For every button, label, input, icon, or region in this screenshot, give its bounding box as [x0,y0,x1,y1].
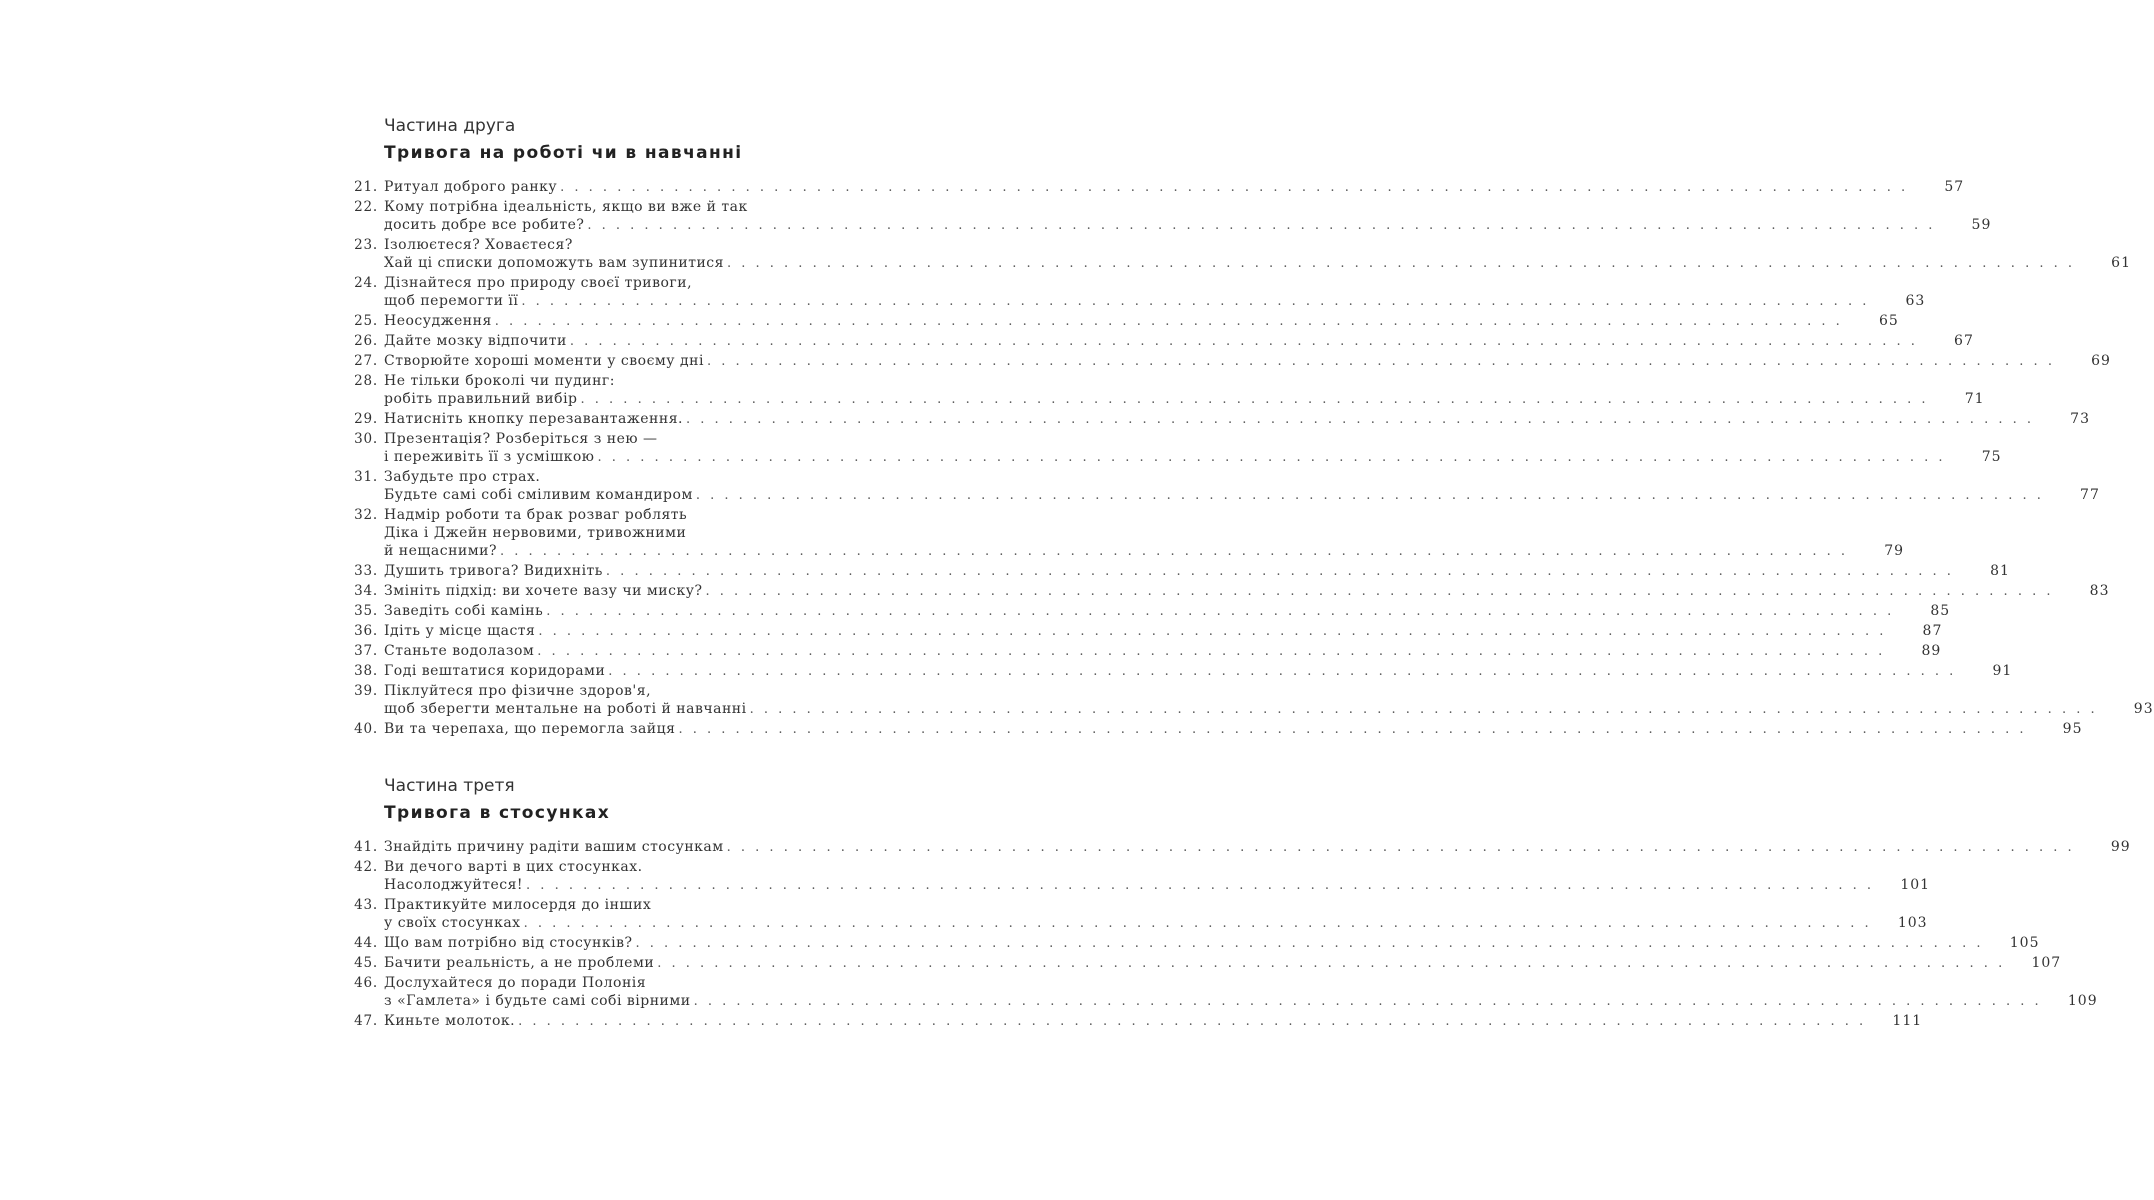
toc-entry[interactable] [346,372,1985,409]
entry-title [384,896,1928,933]
entry-title-line [384,390,1985,409]
entry-title-text: Будьте самі собі сміливим командиром [384,487,693,503]
entry-title [384,178,1964,197]
toc-entry[interactable] [346,178,1965,197]
entry-title-line [384,486,2100,505]
toc-part [346,112,2154,739]
entry-title [384,602,1950,621]
toc-entry[interactable] [346,838,2131,857]
entry-title-line [384,914,1928,933]
dot-leader [595,448,1946,467]
entry-title-line [384,1012,1922,1031]
entry-title-line [384,954,2061,973]
toc-entry[interactable] [346,602,1951,621]
page-number: 63 [1905,293,1926,309]
entry-number: 39. [354,683,378,699]
entry-title-line: Дослухайтеся до поради Полонія [384,975,647,991]
entry-title-text: щоб перемогти її [384,293,519,309]
toc-entry[interactable] [346,332,1974,351]
entry-number: 21. [354,179,378,195]
part-label: Частина друга [384,116,516,136]
entry-title-text: Знайдіть причину радіти вашим стосункам [384,839,724,855]
entry-title-line [384,642,1941,661]
page-number: 91 [1992,663,2013,679]
entry-number: 43. [354,897,378,913]
entry-title-line [384,254,2131,273]
entry-title [384,838,2131,857]
page-number: 95 [2062,721,2083,737]
entry-title-line [384,562,2010,581]
entry-number: 27. [354,353,378,369]
entry-title [384,662,2012,681]
dot-leader [704,352,2055,371]
entry-title [384,622,1942,641]
entry-number: 46. [354,975,378,991]
entry-title-line: Презентація? Розберіться з нею — [384,431,658,447]
page-number: 93 [2133,701,2154,717]
part-title: Тривога в стосунках [384,803,611,823]
toc-entry[interactable] [346,352,2111,371]
section-gap [346,740,878,772]
entry-title [384,934,2040,953]
entry-number: 45. [354,955,378,971]
entry-title-line [384,622,1942,641]
page-number: 73 [2070,411,2090,427]
toc-part [346,772,2131,1031]
entry-title [384,562,2010,581]
entry-title-text: Ритуал доброго ранку [384,179,558,195]
toc-entry[interactable] [346,312,1899,331]
dot-leader [724,254,2075,273]
entry-title-line [384,838,2131,857]
toc-entry[interactable] [346,236,2131,273]
entry-title-text: Ви та черепаха, що перемогла зайця [384,721,676,737]
entry-number: 28. [354,373,378,389]
dot-leader [515,1012,1866,1031]
entry-title-line: Надмір роботи та брак розваг роблять [384,507,688,523]
entry-title-line [384,292,1925,311]
dot-leader [497,542,1848,561]
entry-title-line [384,720,2083,739]
entry-title-text: робіть правильний вибір [384,391,578,407]
page-number: 109 [2067,993,2098,1009]
entry-title-line [384,178,1964,197]
dot-leader [518,292,1869,311]
entry-title-text: Натисніть кнопку перезавантаження. [384,411,683,427]
dot-leader [578,390,1929,409]
entry-title-line: Не тільки броколі чи пудинг: [384,373,615,389]
entry-title [384,274,1925,311]
entry-title [384,352,2111,371]
page-number: 67 [1954,333,1974,349]
dot-leader [691,992,2042,1011]
entry-title-line [384,934,2040,953]
entry-title-text: Станьте водолазом [384,643,535,659]
entry-title [384,410,2090,429]
entry-number: 38. [354,663,378,679]
entry-title-line [384,700,2154,719]
entry-title-text: Бачити реальність, а не проблеми [384,955,655,971]
toc-entry[interactable] [346,1012,1923,1031]
entry-title-text: Насолоджуйтеся! [384,877,524,893]
entry-title-line: Ізолюєтеся? Ховаєтеся? [384,237,573,253]
page-number: 61 [2111,255,2131,271]
entry-title-line [384,662,2012,681]
entry-title-text: Ідіть у місце щастя [384,623,536,639]
table-of-contents [346,112,2154,1032]
entry-title-line: Піклуйтеся про фізичне здоров'я, [384,683,652,699]
entry-title [384,642,1941,661]
entry-title [384,468,2100,505]
entry-number: 36. [354,623,378,639]
entry-title-text: Душить тривога? Видихніть [384,563,603,579]
entry-number: 34. [354,583,378,599]
entry-number: 35. [354,603,378,619]
page-number: 59 [1971,217,1992,233]
dot-leader [675,720,2026,739]
toc-entry[interactable] [346,198,1992,235]
entry-title-line [384,312,1899,331]
entry-number: 25. [354,313,378,329]
entry-number: 44. [354,935,378,951]
dot-leader [632,934,1983,953]
toc-entry[interactable] [346,682,2154,719]
entry-number: 24. [354,275,378,291]
page-number: 111 [1892,1013,1923,1029]
entry-title [384,582,2109,601]
entry-number: 30. [354,431,378,447]
entry-title-text: Дайте мозку відпочити [384,333,567,349]
toc-entry[interactable] [346,934,2040,953]
entry-title-text: Неосудження [384,313,492,329]
toc-list [346,178,2154,739]
entry-title-line [384,352,2111,371]
entry-title [384,236,2131,273]
dot-leader [693,486,2044,505]
dot-leader [747,700,2098,719]
toc-entry[interactable] [346,410,2090,429]
entry-number: 33. [354,563,378,579]
entry-title-text: з «Гамлета» і будьте самі собі вірними [384,993,691,1009]
entry-number: 22. [354,199,378,215]
toc-entry[interactable] [346,468,2100,505]
entry-title-text: Що вам потрібно від стосунків? [384,935,633,951]
entry-title [384,506,1904,561]
page-number: 69 [2091,353,2111,369]
entry-title-text: досить добре все робите? [384,217,585,233]
entry-title [384,332,1974,351]
toc-entry[interactable] [346,562,2010,581]
entry-title [384,312,1899,331]
entry-number: 47. [354,1013,378,1029]
page-number: 81 [1990,563,2010,579]
dot-leader [603,562,1954,581]
entry-title-line [384,602,1950,621]
dot-leader [535,622,1886,641]
part-label: Частина третя [384,776,515,796]
toc-entry[interactable] [346,642,1942,661]
entry-title-line [384,582,2109,601]
entry-title-text: Киньте молоток. [384,1013,516,1029]
entry-title [384,720,2083,739]
page-number: 85 [1930,603,1951,619]
toc-entry[interactable] [346,622,1943,641]
toc-entry[interactable] [346,720,2083,739]
page-number: 71 [1964,391,1985,407]
entry-title [384,858,1930,895]
page-number: 87 [1922,623,1943,639]
dot-leader [683,410,2034,429]
entry-number: 26. [354,333,378,349]
toc-entry[interactable] [346,662,2013,681]
toc-list [346,838,2131,1031]
entry-number: 40. [354,721,378,737]
toc-entry[interactable] [346,954,2062,973]
entry-title-line: Ви дечого варті в цих стосунках. [384,859,643,875]
dot-leader [605,662,1956,681]
entry-title [384,682,2154,719]
page-number: 89 [1921,643,1942,659]
page-number: 75 [1981,449,2002,465]
entry-title-line: Кому потрібна ідеальність, якщо ви вже й так [384,199,748,215]
entry-number: 37. [354,643,378,659]
page-number: 83 [2089,583,2110,599]
entry-title-line [384,332,1974,351]
dot-leader [521,914,1872,933]
entry-title-text: Створюйте хороші моменти у своєму дні [384,353,704,369]
entry-title-text: щоб зберегти ментальне на роботі й навчанні [384,701,747,717]
entry-title-line [384,448,2002,467]
entry-title-line [384,992,2098,1011]
entry-title-line [384,542,1904,561]
toc-entry[interactable] [346,858,1931,895]
dot-leader [557,178,1908,197]
entry-title [384,974,2098,1011]
entry-title-text: Змініть підхід: ви хочете вазу чи миску? [384,583,703,599]
dot-leader [543,602,1894,621]
entry-title [384,1012,1922,1031]
entry-number: 31. [354,469,378,485]
entry-title-line: Діка і Джейн нервовими, тривожними [384,525,687,541]
entry-title-text: Заведіть собі камінь [384,603,544,619]
page-number: 65 [1878,313,1899,329]
page-number: 77 [2080,487,2100,503]
entry-number: 41. [354,839,378,855]
dot-leader [523,876,1874,895]
entry-number: 42. [354,859,378,875]
entry-title-line [384,410,2090,429]
entry-number: 23. [354,237,378,253]
entry-title [384,954,2061,973]
entry-title-text: у своїх стосунках [384,915,521,931]
part-title: Тривога на роботі чи в навчанні [384,143,743,163]
entry-title-line [384,876,1930,895]
page-number: 99 [2110,839,2131,855]
page-number: 101 [1900,877,1931,893]
page-number: 107 [2031,955,2062,971]
entry-title-text: Годі вештатися коридорами [384,663,606,679]
entry-number: 29. [354,411,378,427]
entry-title-line [384,216,1991,235]
dot-leader [492,312,1843,331]
entry-title-text: Хай ці списки допоможуть вам зупинитися [384,255,724,271]
entry-title [384,198,1991,235]
entry-number: 32. [354,507,378,523]
toc-entry[interactable] [346,582,2110,601]
dot-leader [654,954,2005,973]
dot-leader [724,838,2075,857]
entry-title-line: Забудьте про страх. [384,469,541,485]
dot-leader [584,216,1935,235]
toc-entry[interactable] [346,430,2002,467]
entry-title-text: і переживіть її з усмішкою [384,449,595,465]
dot-leader [702,582,2053,601]
page-number: 57 [1944,179,1965,195]
toc-entry[interactable] [346,274,1926,311]
toc-entry[interactable] [346,506,1905,561]
entry-title-text: й нещасними? [384,543,497,559]
entry-title-line: Практикуйте милосердя до інших [384,897,652,913]
page-number: 103 [1897,915,1928,931]
dot-leader [534,642,1885,661]
page-number: 105 [2009,935,2040,951]
entry-title [384,430,2002,467]
page-number: 79 [1884,543,1905,559]
entry-title-line: Дізнайтеся про природу своєї тривоги, [384,275,693,291]
dot-leader [567,332,1918,351]
entry-title [384,372,1985,409]
toc-entry[interactable] [346,974,2098,1011]
toc-entry[interactable] [346,896,1928,933]
